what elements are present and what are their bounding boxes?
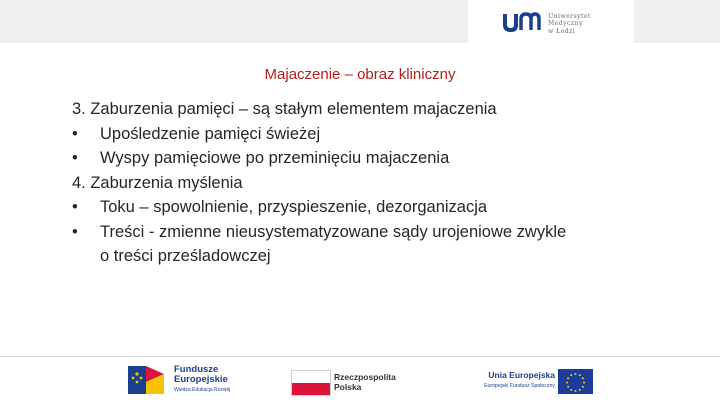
- line-text: Wyspy pamięciowe po przeminięciu majaczenia: [100, 149, 450, 167]
- eu-flag-icon: [558, 369, 593, 394]
- university-name-line-3: w Łodzi: [548, 27, 576, 35]
- slide-body: [72, 97, 566, 269]
- university-name-line-2: Medyczny: [548, 20, 583, 28]
- bullet-dot: •: [72, 124, 78, 143]
- bullet-item: [72, 122, 566, 147]
- line-text: 4. Zaburzenia myślenia: [72, 173, 243, 192]
- bullet-item: [72, 146, 566, 171]
- unia-europejska-title: Unia Europejska: [488, 370, 555, 380]
- pl-line-2: Polska: [334, 381, 362, 392]
- bullet-continuation: [72, 244, 566, 269]
- um-logo-mark: [503, 12, 541, 32]
- university-name: [548, 13, 591, 35]
- bullet-dot: •: [72, 149, 78, 167]
- university-name-line-1: Uniwersytet: [548, 13, 591, 20]
- efs-subtitle: Europejski Fundusz Społeczny: [484, 383, 555, 389]
- body-line: [72, 171, 566, 196]
- rzeczpospolita-text: [334, 373, 396, 392]
- bullet-dot: •: [72, 198, 78, 216]
- fe-line-1: Fundusze: [174, 364, 219, 375]
- polish-flag-icon: [291, 370, 331, 396]
- bullet-item: [72, 220, 566, 245]
- line-text: Upośledzenie pamięci świeżej: [100, 124, 321, 143]
- bullet-dot: •: [72, 222, 78, 241]
- fe-subtitle: Wiedza Edukacja Rozwój: [174, 387, 231, 393]
- pl-line-1: Rzeczpospolita: [334, 372, 396, 382]
- line-text: 3. Zaburzenia pamięci – są stałym elementem majaczenia: [72, 100, 497, 118]
- body-line: [72, 97, 566, 122]
- fundusze-europejskie-logo: [124, 364, 168, 396]
- slide-title: Majaczenie – obraz kliniczny: [264, 66, 456, 83]
- line-text: Treści - zmienne nieusystematyzowane sądy urojeniowe zwykle: [100, 222, 567, 241]
- fundusze-europejskie-text: [174, 365, 228, 385]
- line-text: o treści prześladowczej: [100, 247, 271, 265]
- fe-line-2: Europejskie: [174, 374, 228, 385]
- line-text: Toku – spowolnienie, przyspieszenie, dezorganizacja: [100, 198, 488, 216]
- bullet-item: [72, 195, 566, 220]
